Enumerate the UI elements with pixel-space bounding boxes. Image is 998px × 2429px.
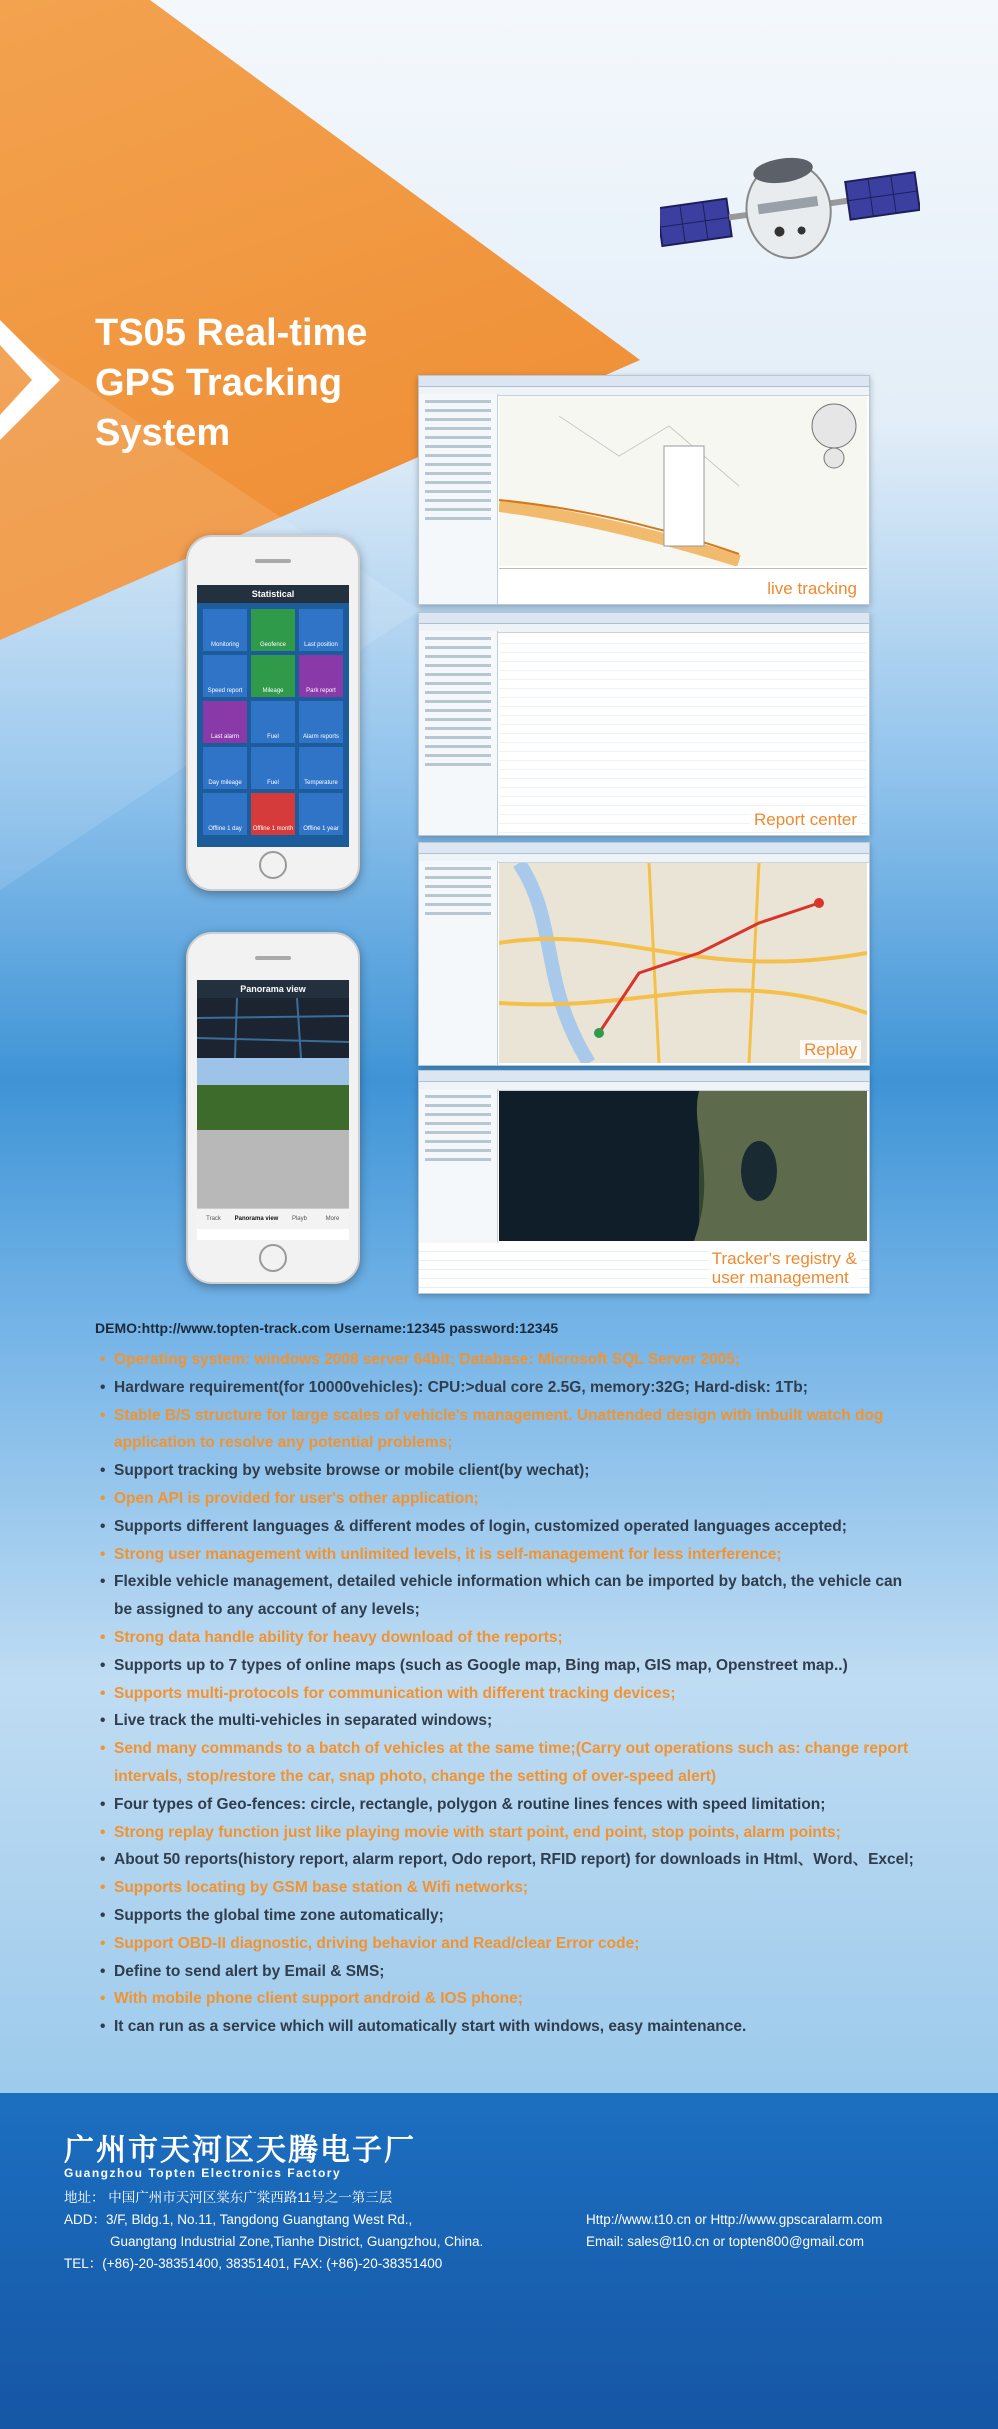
- satellite-map: [499, 1091, 867, 1241]
- feature-item: • Stable B/S structure for large scales of vehicle's management. Unattended design with inbuilt watch dog application to resolve any potential problems;: [100, 1402, 920, 1458]
- tab-more[interactable]: More: [325, 1216, 340, 1222]
- feature-item: • Open API is provided for user's other application;: [100, 1485, 920, 1513]
- feature-item: • Send many commands to a batch of vehicles at the same time;(Carry out operations such as: change report intervals, stop/restore the car, snap photo, change the setting of over-speed alert): [100, 1735, 920, 1791]
- replay-screenshot: [418, 842, 870, 1066]
- app-tile[interactable]: Monitoring: [203, 609, 247, 651]
- app-tile[interactable]: Offline 1 month: [251, 793, 295, 835]
- address-en-line2: Guangtang Industrial Zone,Tianhe District, Guangzhou, China.: [110, 2234, 484, 2249]
- feature-item: • Strong user management with unlimited levels, it is self-management for less interference;: [100, 1541, 920, 1569]
- phone-header: Statistical: [197, 585, 349, 603]
- phone-screen: [197, 980, 349, 1240]
- app-tile[interactable]: Fuel: [251, 701, 295, 743]
- feature-item: • With mobile phone client support android & IOS phone;: [100, 1985, 920, 2013]
- replay-map: [499, 863, 867, 1063]
- registry-screenshot: [418, 1070, 870, 1294]
- demo-credentials: DEMO:http://www.topten-track.com Username:12345 password:12345: [95, 1320, 559, 1336]
- company-name-en: Guangzhou Topten Electronics Factory: [64, 2166, 342, 2180]
- feature-item: • Supports up to 7 types of online maps (such as Google map, Bing map, GIS map, Openstreet map..): [100, 1652, 920, 1680]
- report-center-screenshot: [418, 612, 870, 836]
- app-tile[interactable]: Last alarm: [203, 701, 247, 743]
- feature-item: • Supports multi-protocols for communication with different tracking devices;: [100, 1680, 920, 1708]
- phone-panorama: [186, 932, 360, 1284]
- page-title: [95, 308, 455, 458]
- app-tile[interactable]: Day mileage: [203, 747, 247, 789]
- screenshot-label: Report center: [750, 810, 861, 829]
- map-view: [499, 396, 867, 566]
- home-button: [259, 851, 287, 879]
- feature-item: • Live track the multi-vehicles in separated windows;: [100, 1707, 920, 1735]
- app-tile[interactable]: Fuel: [251, 747, 295, 789]
- label-line: user management: [711, 1268, 849, 1287]
- website-links[interactable]: Http://www.t10.cn or Http://www.gpscaralarm.com: [586, 2212, 883, 2227]
- panorama-photo: [197, 1058, 349, 1208]
- screenshot-label: Replay: [800, 1040, 861, 1059]
- phone-speaker: [255, 559, 291, 563]
- label-line: Tracker's registry &: [711, 1249, 857, 1268]
- feature-item: • Define to send alert by Email & SMS;: [100, 1958, 920, 1986]
- feature-item: • Supports different languages & different modes of login, customized operated languages accepted;: [100, 1513, 920, 1541]
- app-tile[interactable]: Speed report: [203, 655, 247, 697]
- feature-item: • Strong replay function just like playing movie with start point, end point, stop points, alarm points;: [100, 1819, 920, 1847]
- title-line: GPS Tracking: [95, 362, 343, 404]
- tab-bar: [197, 1208, 349, 1229]
- home-button: [259, 1244, 287, 1272]
- phone-speaker: [255, 956, 291, 960]
- map-strip: [197, 998, 349, 1058]
- email-links[interactable]: Email: sales@t10.cn or topten800@gmail.com: [586, 2234, 865, 2249]
- feature-item: • Support tracking by website browse or mobile client(by wechat);: [100, 1457, 920, 1485]
- phone-header: Panorama view: [197, 980, 349, 998]
- phone-screen: [197, 585, 349, 847]
- address-en-line1: ADD：3/F, Bldg.1, No.11, Tangdong Guangtang West Rd.,: [64, 2212, 413, 2227]
- satellite-icon: [660, 150, 920, 290]
- tile-grid: [197, 603, 349, 841]
- company-name-cn: 广州市天河区天腾电子厂: [64, 2134, 416, 2167]
- live-tracking-screenshot: [418, 375, 870, 605]
- feature-item: • About 50 reports(history report, alarm report, Odo report, RFID report) for downloads in Html、Word、Excel;: [100, 1846, 920, 1874]
- feature-item: • Hardware requirement(for 10000vehicles): CPU:>dual core 2.5G, memory:32G; Hard-disk: 1Tb;: [100, 1374, 920, 1402]
- app-tile[interactable]: Last position: [299, 609, 343, 651]
- title-line: System: [95, 412, 231, 454]
- feature-item: • Operating system: windows 2008 server 64bit; Database: Microsoft SQL Server 2005;: [100, 1346, 920, 1374]
- app-tile[interactable]: Geofence: [251, 609, 295, 651]
- phone-statistical: [186, 535, 360, 891]
- app-tile[interactable]: Alarm reports: [299, 701, 343, 743]
- tab-panorama[interactable]: Panorama view: [234, 1216, 279, 1222]
- feature-item: • Support OBD-II diagnostic, driving behavior and Read/clear Error code;: [100, 1930, 920, 1958]
- tel-fax: TEL：(+86)-20-38351400, 38351401, FAX: (+86)-20-38351400: [64, 2256, 443, 2271]
- app-tile[interactable]: Offline 1 day: [203, 793, 247, 835]
- screenshot-label: live tracking: [763, 579, 861, 598]
- feature-item: • Supports the global time zone automatically;: [100, 1902, 920, 1930]
- screenshot-label: [708, 1249, 861, 1287]
- feature-item: • Four types of Geo-fences: circle, rectangle, polygon & routine lines fences with speed limitation;: [100, 1791, 920, 1819]
- tab-playback[interactable]: Playb: [291, 1216, 307, 1222]
- address-cn: 地址： 中国广州市天河区棠东广棠西路11号之一第三层: [64, 2190, 393, 2205]
- feature-item: • It can run as a service which will automatically start with windows, easy maintenance.: [100, 2013, 920, 2041]
- title-line: TS05 Real-time: [95, 312, 368, 354]
- app-tile[interactable]: Offline 1 year: [299, 793, 343, 835]
- feature-item: • Flexible vehicle management, detailed vehicle information which can be imported by batch, the vehicle can be assigned to any account of any levels;: [100, 1568, 920, 1624]
- footer: [0, 2093, 998, 2429]
- feature-item: • Strong data handle ability for heavy download of the reports;: [100, 1624, 920, 1652]
- tab-track[interactable]: Track: [206, 1216, 221, 1222]
- report-table: [499, 635, 867, 833]
- app-tile[interactable]: Temperature: [299, 747, 343, 789]
- app-tile[interactable]: Mileage: [251, 655, 295, 697]
- feature-item: • Supports locating by GSM base station & Wifi networks;: [100, 1874, 920, 1902]
- feature-list: [100, 1346, 920, 2041]
- app-tile[interactable]: Park report: [299, 655, 343, 697]
